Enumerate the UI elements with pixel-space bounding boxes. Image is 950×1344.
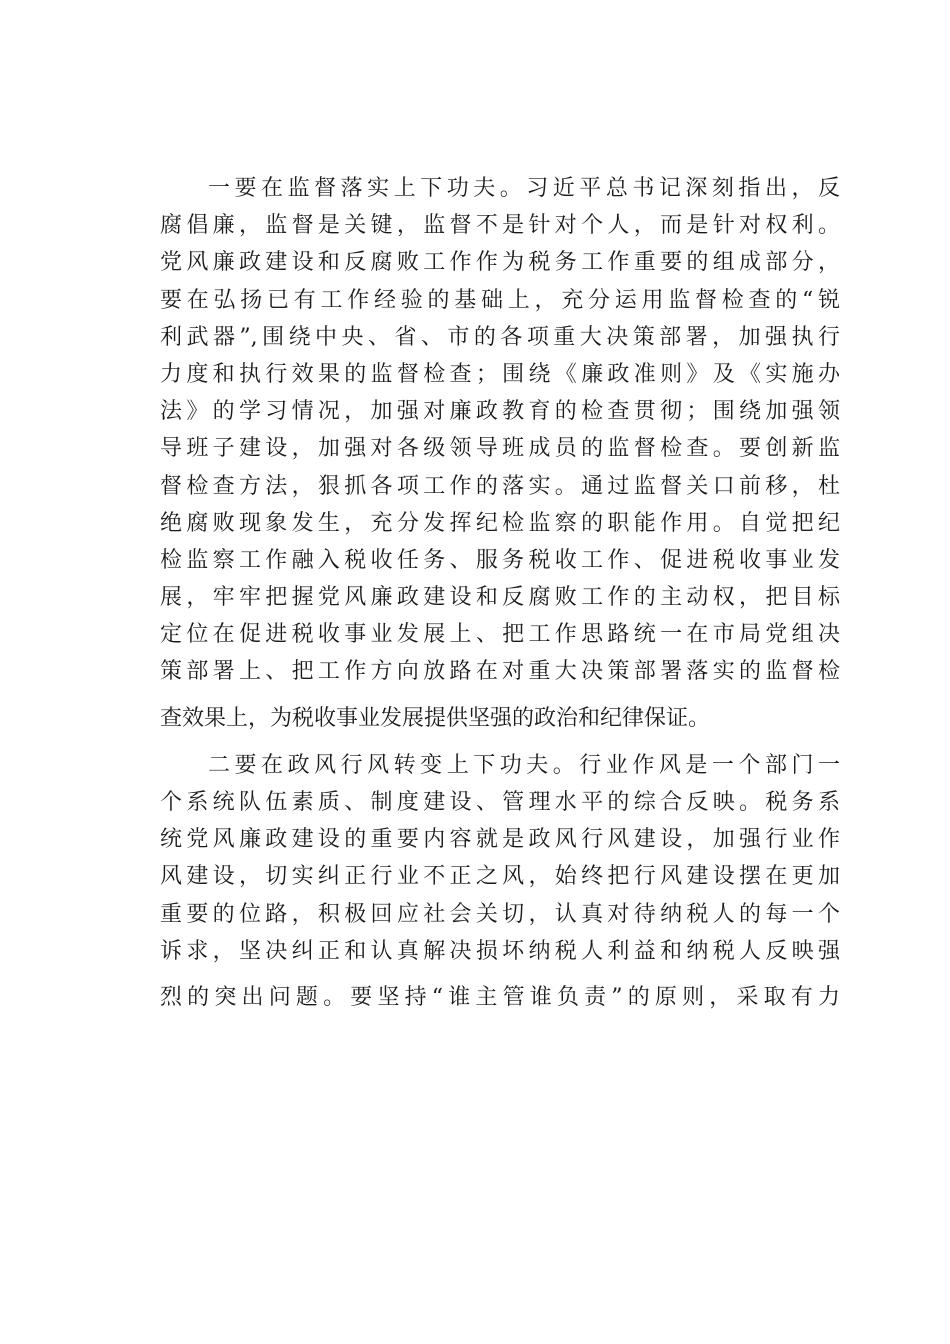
document-body <box>160 170 840 1016</box>
paragraph-1 <box>160 170 840 737</box>
text-line: 定位在促进税收事业发展上、把工作思路统一在市局党组决 <box>160 622 840 648</box>
text-line: 腐倡廉，监督是关键，监督不是针对个人，而是针对权利。 <box>160 213 840 239</box>
text-line: 要在弘扬已有工作经验的基础上，充分运用监督检查的“锐 <box>160 287 840 313</box>
text-line: 利武器”,围绕中央、省、市的各项重大决策部署，加强执行 <box>160 324 840 350</box>
text-line: 一要在监督落实上下功夫。习近平总书记深刻指出，反 <box>208 176 840 201</box>
text-line: 重要的位路，积极回应社会关切，认真对待纳税人的每一个 <box>160 901 840 927</box>
text-line: 绝腐败现象发生，充分发挥纪检监察的职能作用。自觉把纪 <box>160 510 840 536</box>
text-line: 力度和执行效果的监督检查；围绕《廉政准则》及《实施办 <box>160 361 840 387</box>
text-line: 督检查方法，狠抓各项工作的落实。通过监督关口前移，杜 <box>160 473 840 499</box>
text-line: 风建设，切实纠正行业不正之风，始终把行风建设摆在更加 <box>160 864 840 890</box>
text-line: 二要在政风行风转变上下功夫。行业作风是一个部门一 <box>208 752 840 778</box>
text-line: 导班子建设，加强对各级领导班成员的监督检查。要创新监 <box>160 436 840 462</box>
text-line: 个系统队伍素质、制度建设、管理水平的综合反映。税务系 <box>160 790 840 815</box>
text-line: 法》的学习情况，加强对廉政教育的检查贯彻；围绕加强领 <box>160 399 840 425</box>
text-line: 烈的突出问题。要坚持“谁主管谁负责”的原则，采取有力 <box>160 984 840 1010</box>
text-line: 策部署上、把工作方向放路在对重大决策部署落实的监督检 <box>160 659 840 685</box>
text-line: 检监察工作融入税收任务、服务税收工作、促进税收事业发 <box>160 547 840 573</box>
text-line: 党风廉政建设和反腐败工作作为税务工作重要的组成部分， <box>160 250 840 276</box>
text-line: 诉求，坚决纠正和认真解决损坏纳税人利益和纳税人反映强 <box>160 938 840 964</box>
text-line: 展，牢牢把握党风廉政建设和反腐败工作的主动权，把目标 <box>160 585 840 611</box>
paragraph-2 <box>160 747 840 1016</box>
paragraph-spacer <box>160 737 840 747</box>
text-line: 统党风廉政建设的重要内容就是政风行风建设，加强行业作 <box>160 827 840 853</box>
text-line: 查效果上，为税收事业发展提供坚强的政治和纪律保证。 <box>160 705 711 731</box>
